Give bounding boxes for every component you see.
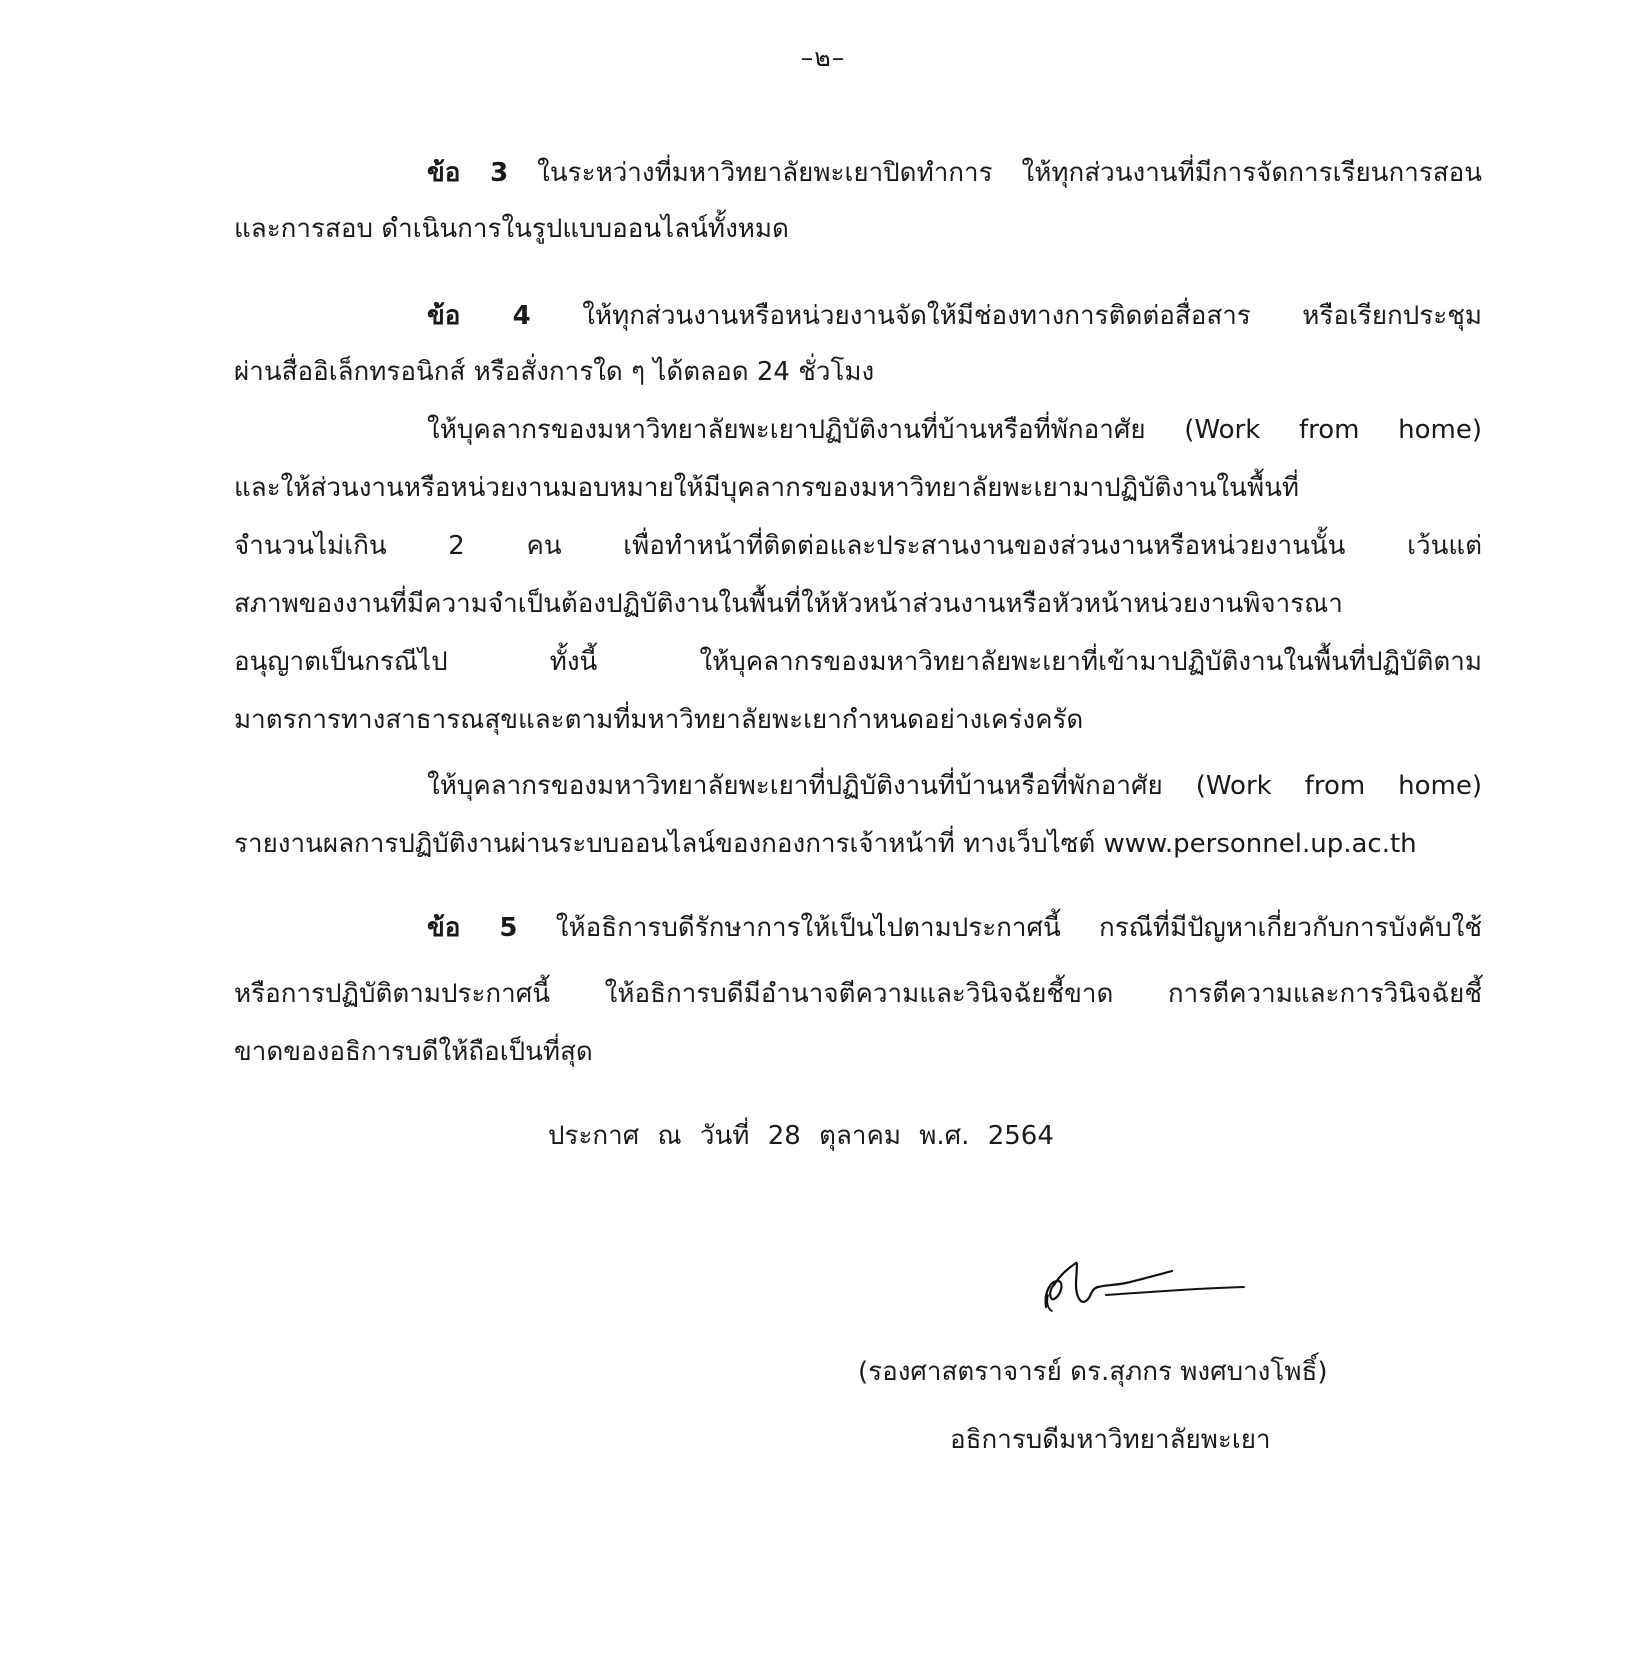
clause-5-line-3: ขาดของอธิการบดีให้ถือเป็นที่สุด [234, 1037, 593, 1067]
clause-4-para2-line-3: จำนวนไม่เกิน 2 คน เพื่อทำหน้าที่ติดต่อและประสานงานของส่วนงานหรือหน่วยงานนั้น เว้นแต่ [234, 531, 1482, 561]
clause-5-text-1: ให้อธิการบดีรักษาการให้เป็นไปตามประกาศนี้ กรณีที่มีปัญหาเกี่ยวกับการบังคับใช้ [555, 913, 1482, 943]
signer-name: (รองศาสตราจารย์ ดร.สุภกร พงศบางโพธิ์) [858, 1357, 1328, 1387]
clause-4-para3-line-1: ให้บุคลากรของมหาวิทยาลัยพะเยาที่ปฏิบัติงานที่บ้านหรือที่พักอาศัย (Work from home) [427, 771, 1482, 801]
clause-4-text-1: ให้ทุกส่วนงานหรือหน่วยงานจัดให้มีช่องทางการติดต่อสื่อสาร หรือเรียกประชุม [582, 301, 1483, 331]
clause-5-line-2: หรือการปฏิบัติตามประกาศนี้ ให้อธิการบดีมีอำนาจตีความและวินิจฉัยชี้ขาด การตีความและการวินิจฉัยชี้ [234, 979, 1482, 1009]
clause-4-line-1 [427, 296, 1482, 336]
announcement-date: ประกาศ ณ วันที่ 28 ตุลาคม พ.ศ. 2564 [548, 1121, 1054, 1151]
page-number: –๒– [800, 43, 846, 72]
clause-3-line-2: และการสอบ ดำเนินการในรูปแบบออนไลน์ทั้งหมด [234, 214, 789, 244]
clause-3-text-1: ในระหว่างที่มหาวิทยาลัยพะเยาปิดทำการ ให้ทุกส่วนงานที่มีการจัดการเรียนการสอน [537, 158, 1483, 188]
signer-title: อธิการบดีมหาวิทยาลัยพะเยา [950, 1425, 1271, 1455]
clause-3-line-1 [427, 153, 1482, 193]
signature-mark [1040, 1245, 1250, 1335]
clause-4-para2-line-6: มาตรการทางสาธารณสุขและตามที่มหาวิทยาลัยพะเยากำหนดอย่างเคร่งครัด [234, 705, 1084, 735]
clause-4-para2-line-4: สภาพของงานที่มีความจำเป็นต้องปฏิบัติงานในพื้นที่ให้หัวหน้าส่วนงานหรือหัวหน้าหน่วยงานพิจารณา [234, 589, 1343, 619]
clause-5-label: ข้อ 5 [427, 913, 518, 943]
clause-3-label: ข้อ 3 [427, 158, 509, 188]
clause-4-para3-text-2: รายงานผลการปฏิบัติงานผ่านระบบออนไลน์ของกองการเจ้าหน้าที่ ทางเว็บไซต์ www.personnel.up.ac.th [234, 829, 1417, 859]
clause-4-label: ข้อ 4 [427, 301, 531, 331]
clause-4-line-2: ผ่านสื่ออิเล็กทรอนิกส์ หรือสั่งการใด ๆ ได้ตลอด 24 ชั่วโมง [234, 357, 875, 387]
clause-4-para2-line-2: และให้ส่วนงานหรือหน่วยงานมอบหมายให้มีบุคลากรของมหาวิทยาลัยพะเยามาปฏิบัติงานในพื้นที่ [234, 473, 1300, 503]
clause-5-line-1 [427, 908, 1482, 948]
clause-4-para2-line-1: ให้บุคลากรของมหาวิทยาลัยพะเยาปฏิบัติงานที่บ้านหรือที่พักอาศัย (Work from home) [427, 415, 1482, 445]
clause-4-para3-line-2 [234, 824, 1482, 864]
clause-4-para2-line-5: อนุญาตเป็นกรณีไป ทั้งนี้ ให้บุคลากรของมหาวิทยาลัยพะเยาที่เข้ามาปฏิบัติงานในพื้นที่ปฏิบัติตาม [234, 647, 1482, 677]
